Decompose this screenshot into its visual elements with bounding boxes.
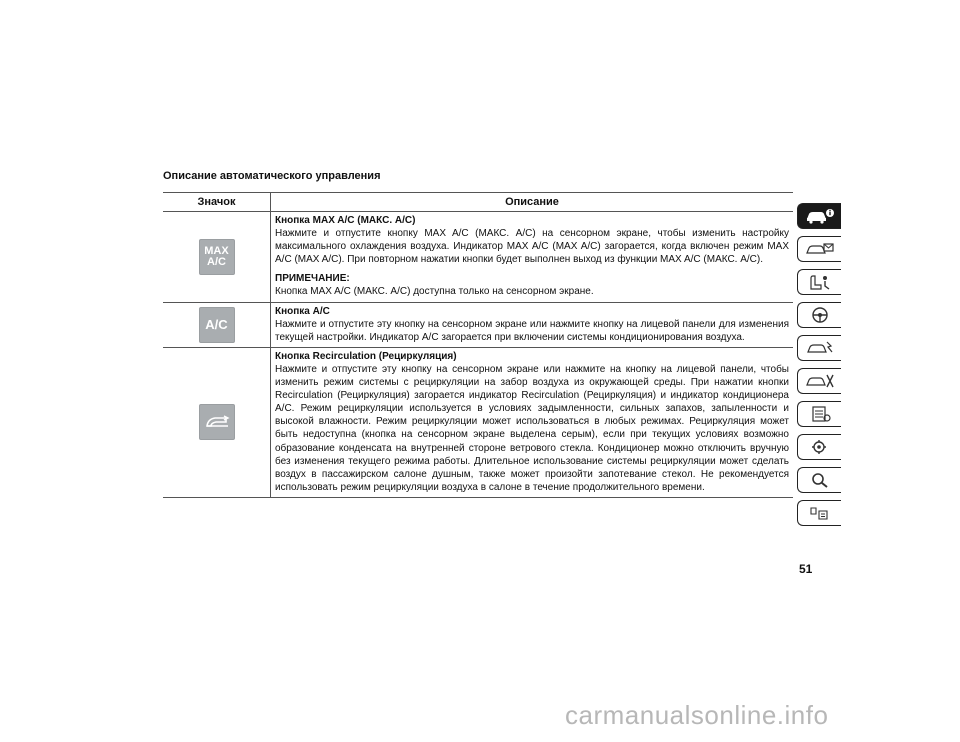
note-title: ПРИМЕЧАНИЕ: xyxy=(275,273,350,285)
max-ac-icon xyxy=(199,239,235,275)
row-text: Нажмите и отпустите кнопку MAX A/C (МАКС. A/C) на сенсорном экране, чтобы изменить настройку максимального охлаждения воздуха. Индикатор MAX A/C (MAX A/C) загорается, когда включен режим MAX A/C (MAX A/C). При повторном нажатии кнопки будет выполнен выход из функции MAX A/C (МАКС. A/C). xyxy=(275,228,789,266)
language-map-icon xyxy=(805,504,835,522)
column-header-icon: Значок xyxy=(163,193,271,212)
watermark: carmanualsonline.info xyxy=(565,700,829,730)
page-number: 51 xyxy=(799,562,813,576)
recirculation-arrow-icon xyxy=(204,413,230,431)
icon-cell xyxy=(163,212,271,303)
tab-car-tools[interactable] xyxy=(797,368,841,394)
max-ac-icon-line1: MAX xyxy=(204,244,229,257)
chapter-tabs xyxy=(797,203,842,533)
tab-car-mail[interactable] xyxy=(797,236,841,262)
table-row xyxy=(163,302,793,347)
car-mail-icon xyxy=(805,240,835,258)
tab-seat-person[interactable] xyxy=(797,269,841,295)
description-cell xyxy=(271,302,794,347)
car-crash-icon xyxy=(805,339,835,357)
note-text: Кнопка MAX A/C (МАКС. A/C) доступна только на сенсорном экране. xyxy=(275,286,594,298)
seat-person-icon xyxy=(805,273,835,291)
row-title: Кнопка A/C xyxy=(275,305,330,317)
tab-magnifier[interactable] xyxy=(797,467,841,493)
row-title: Кнопка MAX A/C (МАКС. A/C) xyxy=(275,215,416,226)
tab-steering-wheel[interactable] xyxy=(797,302,841,328)
max-ac-icon-line2: A/C xyxy=(207,255,226,268)
checklist-icon xyxy=(805,405,835,423)
tab-car-info[interactable] xyxy=(797,203,841,229)
row-text: Нажмите и отпустите эту кнопку на сенсорном экране или нажмите кнопку на лицевой панели для изменения текущей настройки. Индикатор A/C загорается при включении системы кондиционирования воздуха. xyxy=(275,318,789,343)
icon-cell xyxy=(163,347,271,497)
description-cell xyxy=(271,212,794,303)
tab-car-crash[interactable] xyxy=(797,335,841,361)
ac-icon: A/C xyxy=(199,307,235,343)
tab-checklist[interactable] xyxy=(797,401,841,427)
tab-car-gear[interactable] xyxy=(797,434,841,460)
table-header-row xyxy=(163,193,793,212)
tab-language-map[interactable] xyxy=(797,500,841,526)
table-row xyxy=(163,347,793,497)
description-cell xyxy=(271,347,794,497)
row-text: Нажмите и отпустите эту кнопку на сенсорном экране или нажмите на кнопку на лицевой панели, чтобы изменить режим системы с рециркуляции на забор воздуха из окружающей среды. При нажатии кнопки Recirculation (Рециркуляция) загорается индикатор Recirculation (Рециркуляция) и индикатор кондиционера A/C. Режим рециркуляции используется в условиях задымленности, сильных запахов, запыленности и высокой влажности. Режим рециркуляции может использоваться в любых режимах. Рециркуляция может быть недоступна (кнопка на сенсорном экране выделена серым), если при текущих условиях возможно образование конденсата на внутренней стороне ветрового стекла. Кондиционер можно отключить вручную без изменения текущего режима работы. Длительное использование системы рециркуляции может сделать воздух в пассажирском салоне душным, также может произойти запотевание стекол. Не рекомендуется использовать режим рециркуляции воздуха в салоне в течение продолжительного времени. xyxy=(275,363,789,493)
car-info-icon xyxy=(805,207,835,225)
controls-table xyxy=(163,192,793,498)
table-row xyxy=(163,212,793,303)
icon-cell xyxy=(163,302,271,347)
row-title: Кнопка Recirculation (Рециркуляция) xyxy=(275,350,457,362)
car-tools-icon xyxy=(805,372,835,390)
recirculation-icon xyxy=(199,404,235,440)
column-header-description: Описание xyxy=(271,193,794,212)
page-title: Описание автоматического управления xyxy=(163,170,381,182)
car-gear-icon xyxy=(805,438,835,456)
magnifier-icon xyxy=(805,471,835,489)
steering-wheel-icon xyxy=(805,306,835,324)
